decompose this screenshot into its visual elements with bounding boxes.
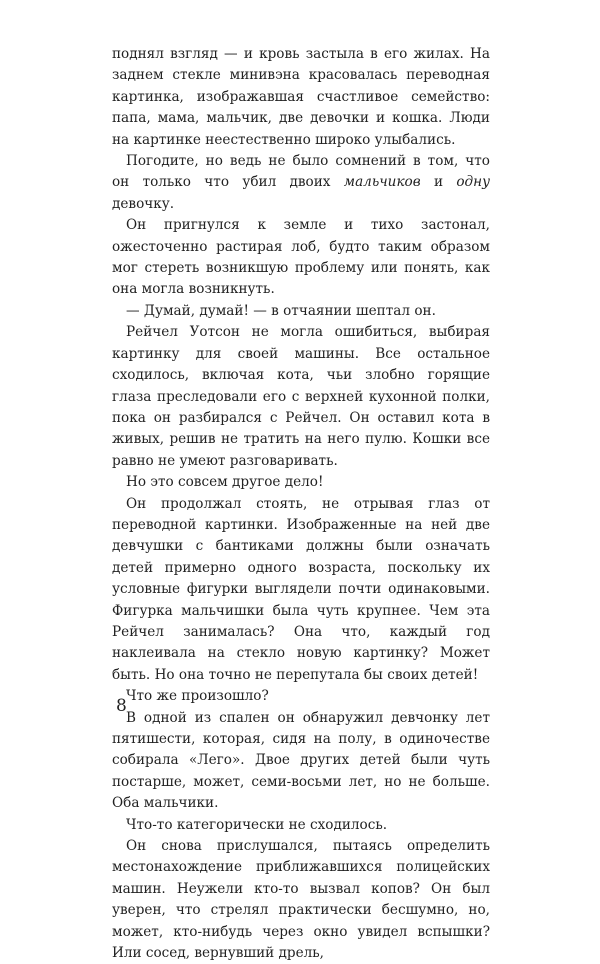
text-run: В одной из спален он обнаружил девчонку лет пятишести, которая, сидя на полу, в одиночестве собирала «Лего». Двое других детей были чуть постарше, может, семи-восьми лет, но не больше. Оба мальчики. (112, 709, 490, 812)
paragraph (112, 472, 490, 493)
paragraph (112, 151, 490, 215)
text-run: Что-то категорически не сходилось. (126, 816, 388, 833)
paragraph (112, 322, 490, 472)
paragraph (112, 215, 490, 301)
page-number: 8 (116, 696, 127, 716)
text-run: Он снова прислушался, пытаясь определить местонахождение приближавшихся полицейских машин. Неужели кто-то вызвал копов? Он был уверен, что стрелял практически бесшумно, но, может, кто-нибудь через окно увидел вспышки? Или сосед, вернувший дрель, (112, 838, 490, 962)
body-text (112, 44, 490, 964)
paragraph (112, 836, 490, 964)
text-run: и (420, 174, 457, 191)
paragraph (112, 815, 490, 836)
italic-text: одну (456, 174, 491, 191)
paragraph (112, 494, 490, 687)
text-run: девочку. (112, 195, 175, 212)
text-run: Погодите, но ведь не было сомнений в том, что он только что убил двоих (112, 153, 490, 191)
text-run: Он продолжал стоять, не отрывая глаз от переводной картинки. Изображенные на ней две девчушки с бантиками должны были означать детей примерно одного возраста, поскольку их условные фигурки выглядели почти одинаковыми. Фигурка мальчишки была чуть крупнее. Чем эта Рейчел занималась? Она что, каждый год наклеивала на стекло новую картинку? Может быть. Но она точно не перепутала бы своих детей! (112, 495, 490, 683)
text-run: Он пригнулся к земле и тихо застонал, ожесточенно растирая лоб, будто таким образом мог стереть возникшую проблему или понять, как она могла возникнуть. (112, 217, 490, 298)
text-run: Рейчел Уотсон не могла ошибиться, выбирая картинку для своей машины. Все остальное сходилось, включая кота, чьи злобно горящие глаза преследовали его с верхней кухонной полки, пока он разбирался с Рейчел. Он оставил кота в живых, решив не тратить на него пулю. Кошки все равно не умеют разговаривать. (112, 324, 490, 469)
paragraph (112, 44, 490, 151)
text-run: поднял взгляд — и кровь застыла в его жилах. На заднем стекле минивэна красовалась переводная картинка, изображавшая счастливое семейство: папа, мама, мальчик, две девочки и кошка. Люди на картинке неестественно широко улыбались. (112, 46, 490, 148)
text-run: Но это совсем другое дело! (126, 474, 324, 491)
paragraph (112, 301, 490, 322)
paragraph (112, 686, 490, 707)
paragraph (112, 708, 490, 815)
text-run: Что же произошло? (126, 688, 269, 705)
italic-text: мальчиков (343, 174, 421, 191)
text-run: — Думай, думай! — в отчаянии шептал он. (126, 302, 436, 319)
